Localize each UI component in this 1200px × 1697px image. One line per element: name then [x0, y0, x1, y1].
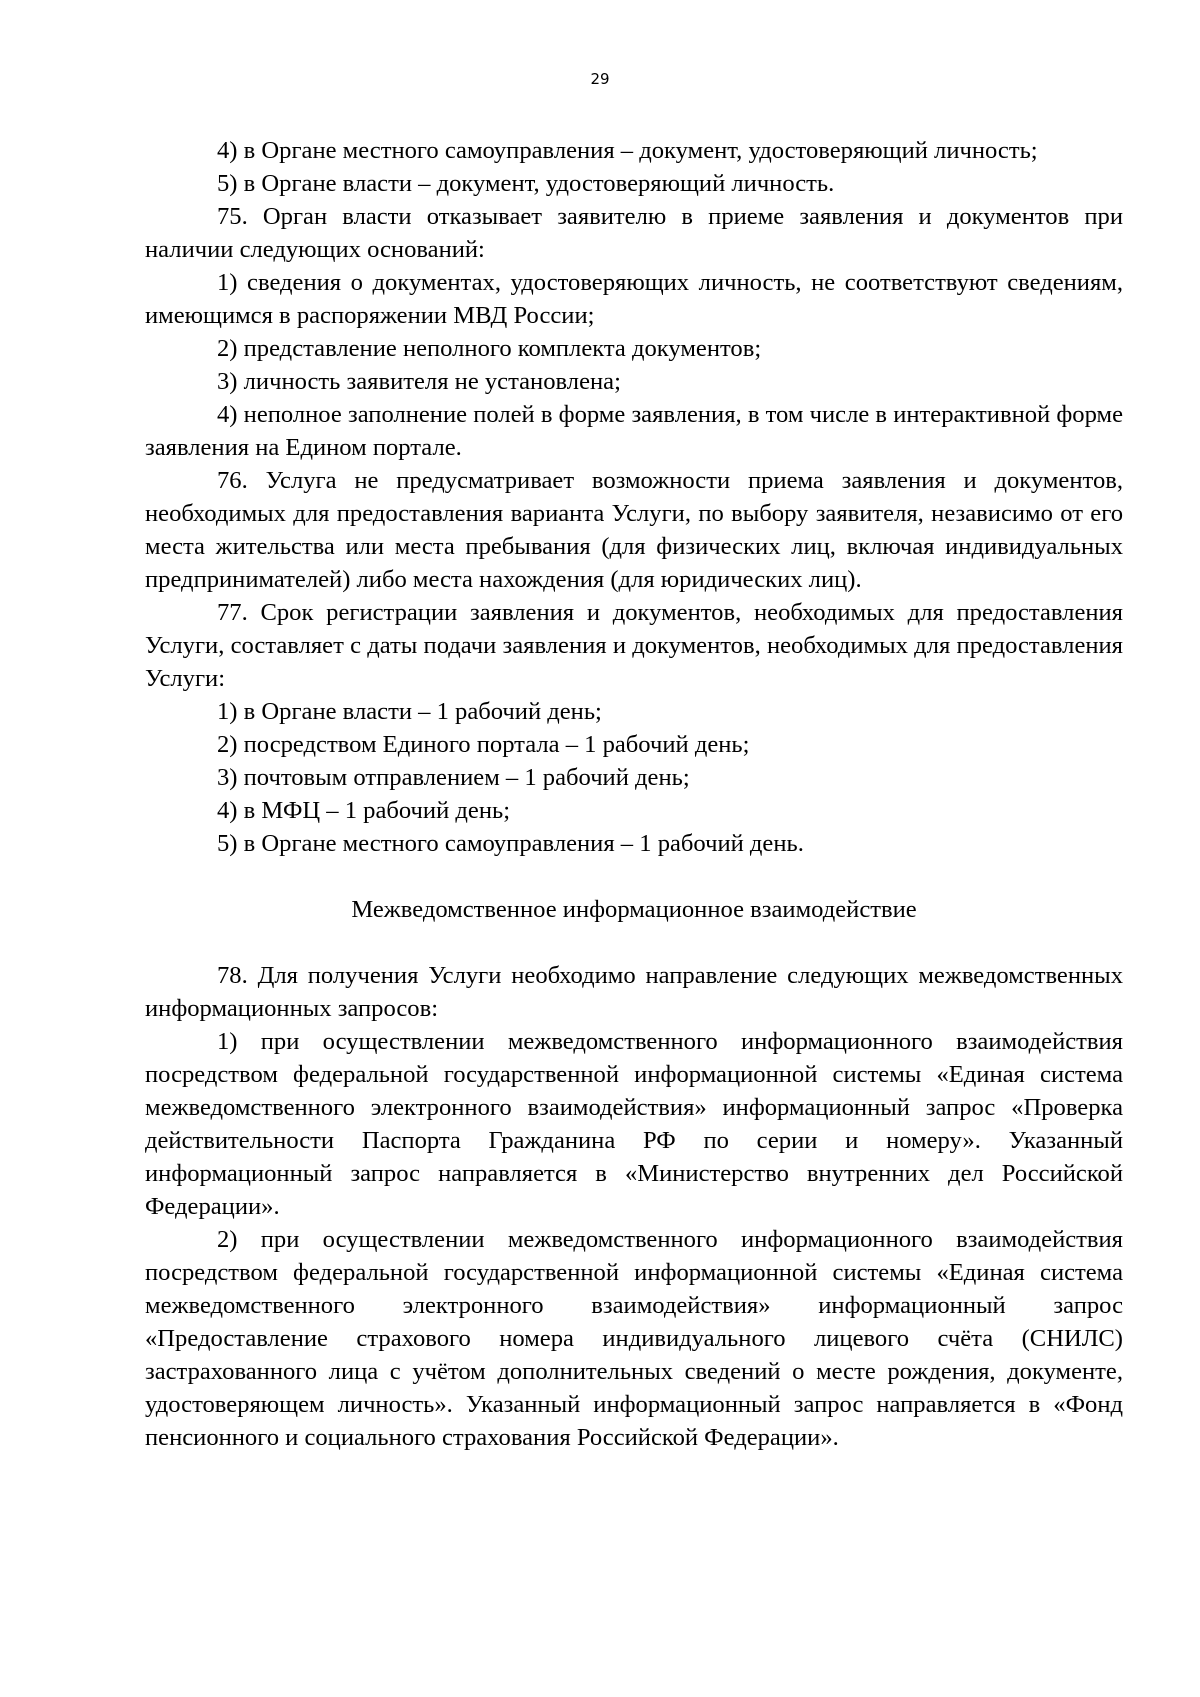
paragraph: 2) при осуществлении межведомственного информационного взаимодействия посредством федеральной государственной информационной системы «Единая система межведомственного электронного взаимодействия» информационный запрос «Предоставление страхового номера индивидуального лицевого счёта (СНИЛС) застрахованного лица с учётом дополнительных сведений о месте рождения, документе, удостоверяющем личность». Указанный информационный запрос направляется в «Фонд пенсионного и социального страхования Российской Федерации».: [145, 1226, 1123, 1451]
paragraph: 3) личность заявителя не установлена;: [217, 368, 621, 395]
paragraph: 3) почтовым отправлением – 1 рабочий день;: [217, 764, 690, 791]
paragraph: 78. Для получения Услуги необходимо направление следующих межведомственных информационных запросов:: [145, 962, 1123, 1022]
paragraph: 4) в МФЦ – 1 рабочий день;: [217, 797, 511, 824]
paragraph: 4) неполное заполнение полей в форме заявления, в том числе в интерактивной форме заявления на Едином портале.: [145, 401, 1123, 461]
document-body: [145, 134, 1123, 1454]
paragraph: 2) посредством Единого портала – 1 рабочий день;: [217, 731, 750, 758]
paragraph: 76. Услуга не предусматривает возможности приема заявления и документов, необходимых для предоставления варианта Услуги, по выбору заявителя, независимо от его места жительства или места пребывания (для физических лиц, включая индивидуальных предпринимателей) либо места нахождения (для юридических лиц).: [145, 467, 1123, 593]
paragraph: 5) в Органе местного самоуправления – 1 рабочий день.: [217, 830, 804, 857]
paragraph: 4) в Органе местного самоуправления – документ, удостоверяющий личность;: [217, 137, 1038, 164]
page-number: 29: [590, 70, 610, 88]
paragraph: 1) при осуществлении межведомственного информационного взаимодействия посредством федеральной государственной информационной системы «Единая система межведомственного электронного взаимодействия» информационный запрос «Проверка действительности Паспорта Гражданина РФ по серии и номеру». Указанный информационный запрос направляется в «Министерство внутренних дел Российской Федерации».: [145, 1028, 1123, 1220]
paragraph: 2) представление неполного комплекта документов;: [217, 335, 762, 362]
paragraph: 75. Орган власти отказывает заявителю в приеме заявления и документов при наличии следующих оснований:: [145, 203, 1123, 263]
section-heading: Межведомственное информационное взаимодействие: [351, 896, 917, 923]
paragraph: 1) в Органе власти – 1 рабочий день;: [217, 698, 602, 725]
paragraph: 1) сведения о документах, удостоверяющих личность, не соответствуют сведениям, имеющимся в распоряжении МВД России;: [145, 269, 1123, 329]
paragraph: 5) в Органе власти – документ, удостоверяющий личность.: [217, 170, 835, 197]
paragraph: 77. Срок регистрации заявления и документов, необходимых для предоставления Услуги, составляет с даты подачи заявления и документов, необходимых для предоставления Услуги:: [145, 599, 1123, 692]
